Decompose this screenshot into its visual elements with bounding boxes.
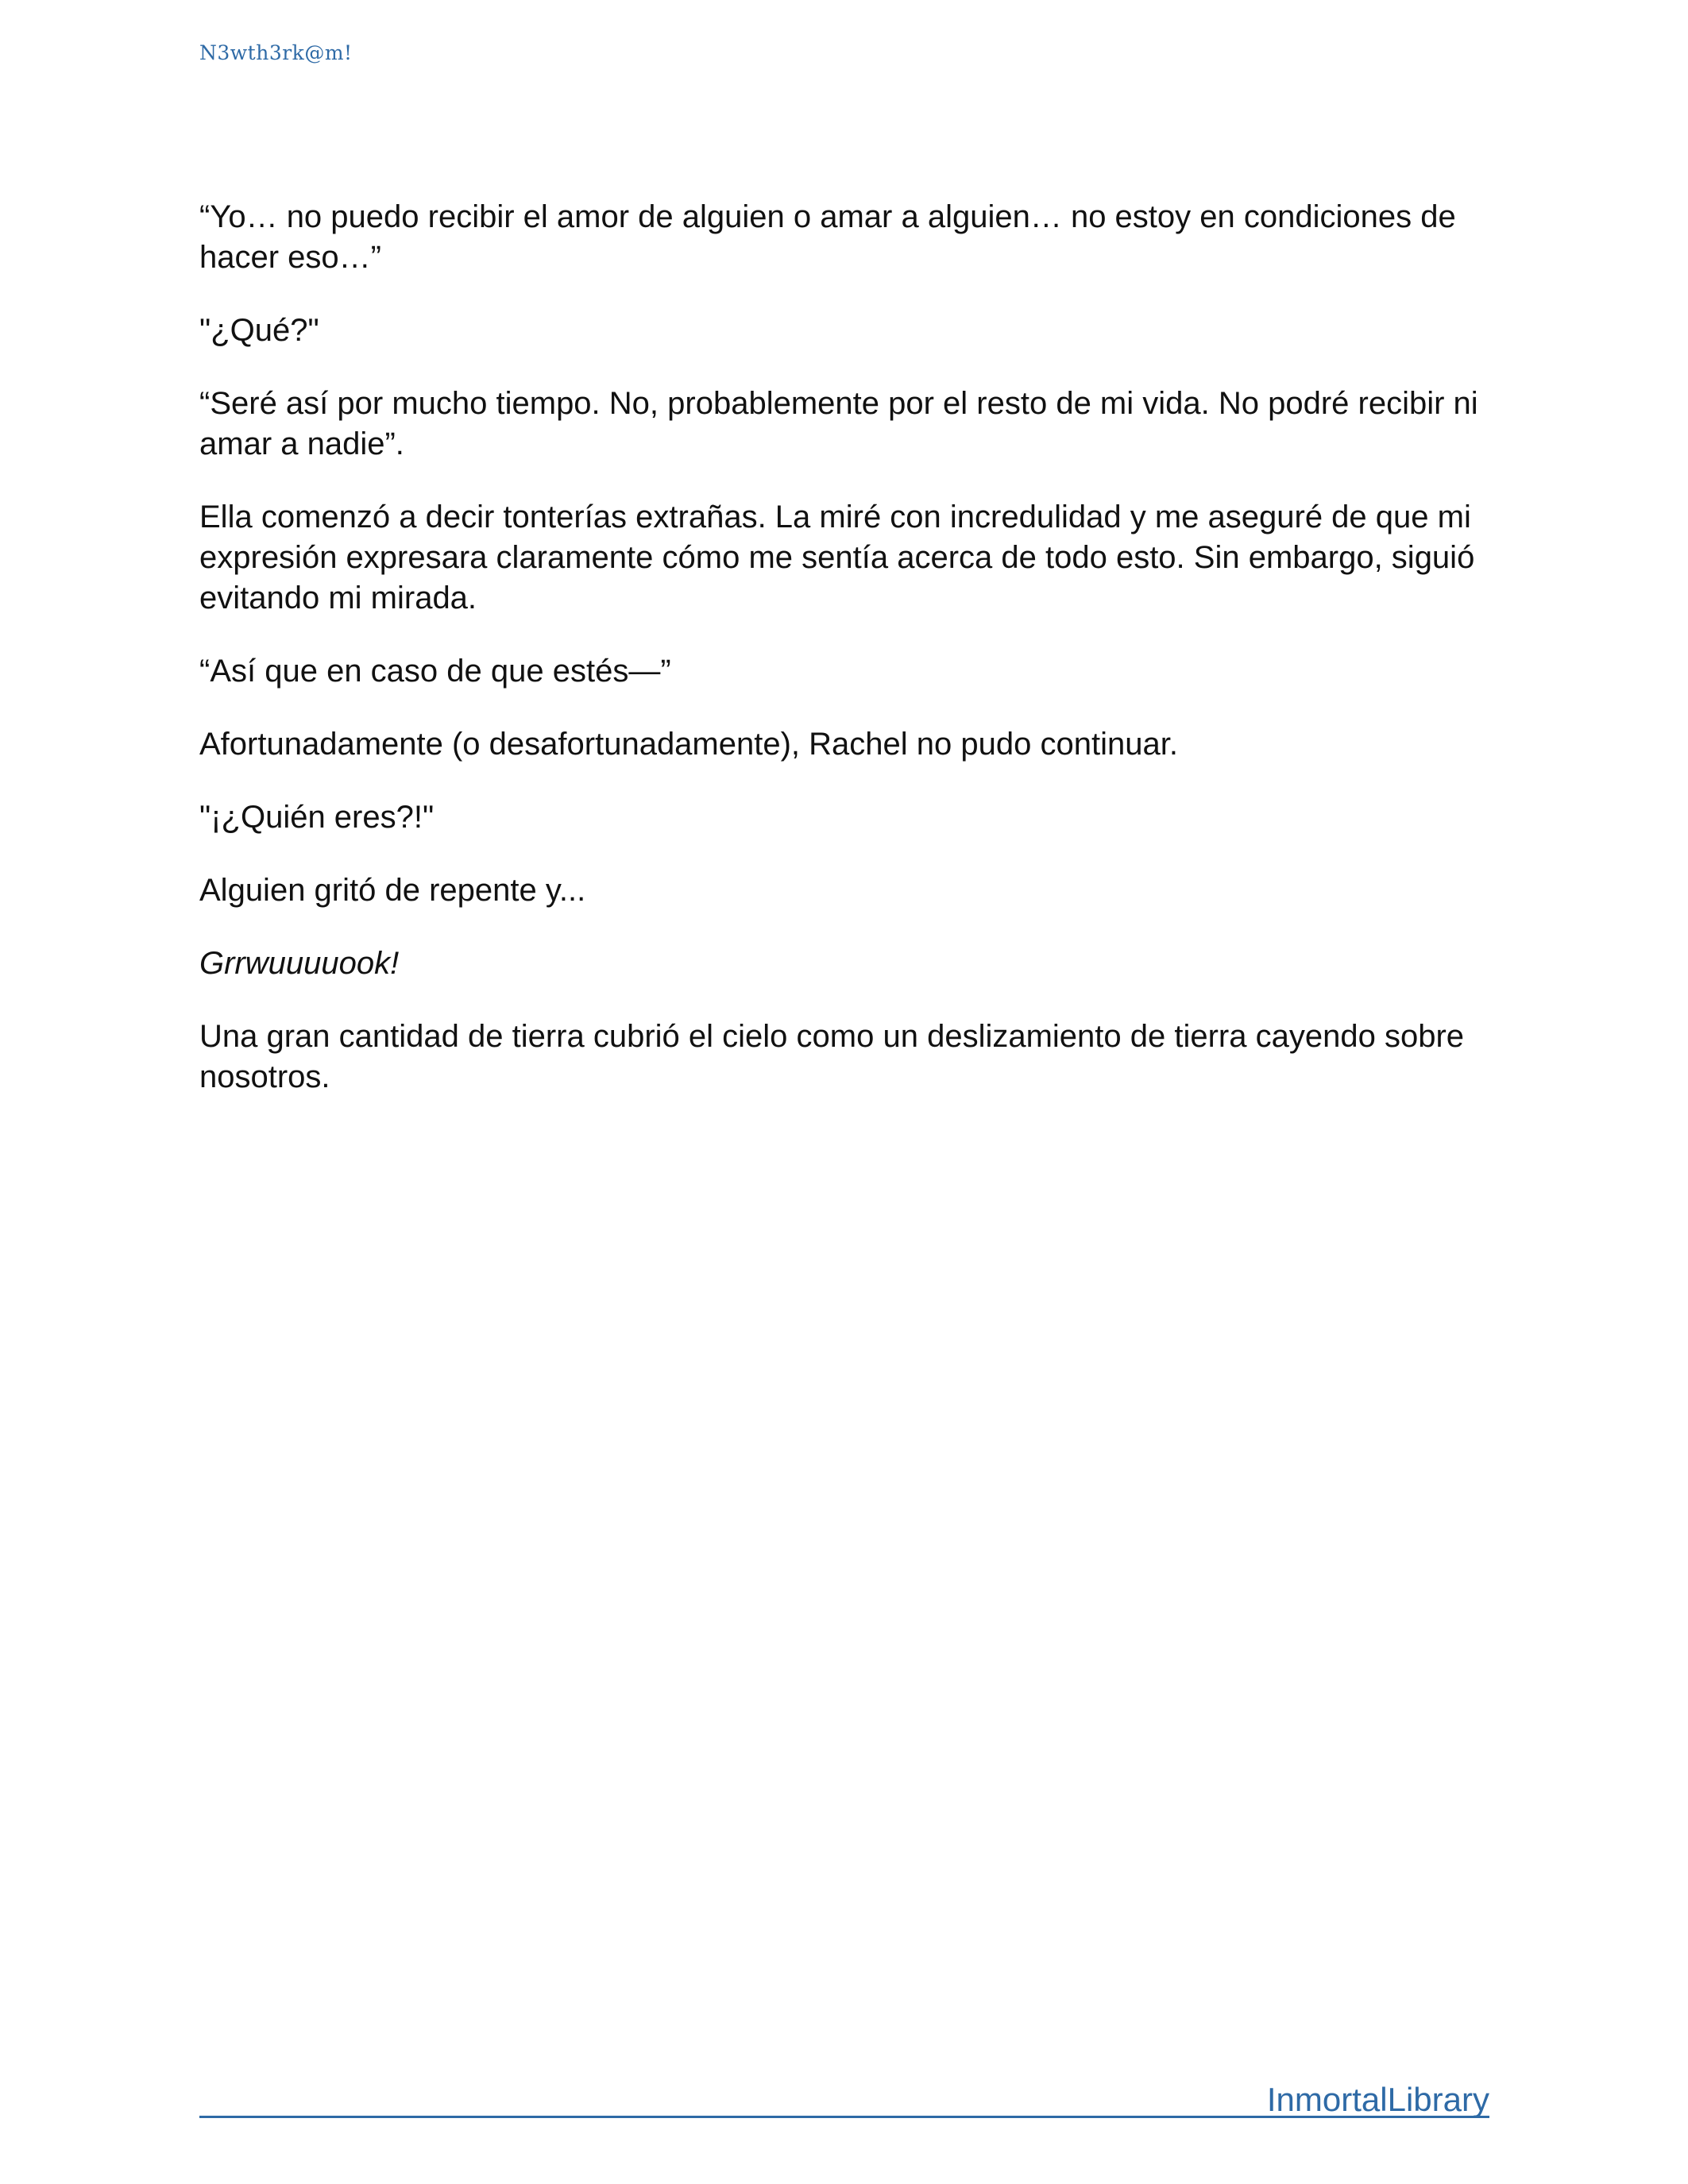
paragraph: Una gran cantidad de tierra cubrió el cielo como un deslizamiento de tierra cayendo sobre nosotros. (199, 1019, 1465, 1094)
header-watermark: N3wth3rk@m! (199, 41, 353, 64)
paragraph-italic: Grrwuuuuook! (199, 946, 400, 981)
paragraph: Afortunadamente (o desafortunadamente), Rachel no pudo continuar. (199, 727, 1178, 762)
paragraph: "¡¿Quién eres?!" (199, 800, 435, 835)
body-text (199, 197, 1489, 1130)
paragraph: “Así que en caso de que estés—” (199, 654, 671, 689)
paragraph: Ella comenzó a decir tonterías extrañas. La miré con incredulidad y me aseguré de que mi expresión expresara claramente cómo me sentía acerca de todo esto. Sin embargo, siguió evitando mi mirada. (199, 500, 1475, 615)
footer-link[interactable]: InmortalLibrary (1266, 2081, 1489, 2118)
paragraph: “Seré así por mucho tiempo. No, probablemente por el resto de mi vida. No podré recibir ni amar a nadie”. (199, 386, 1478, 461)
paragraph: Alguien gritó de repente y... (199, 873, 586, 908)
paragraph: “Yo… no puedo recibir el amor de alguien o amar a alguien… no estoy en condiciones de hacer eso…” (199, 199, 1456, 275)
paragraph: "¿Qué?" (199, 313, 319, 348)
